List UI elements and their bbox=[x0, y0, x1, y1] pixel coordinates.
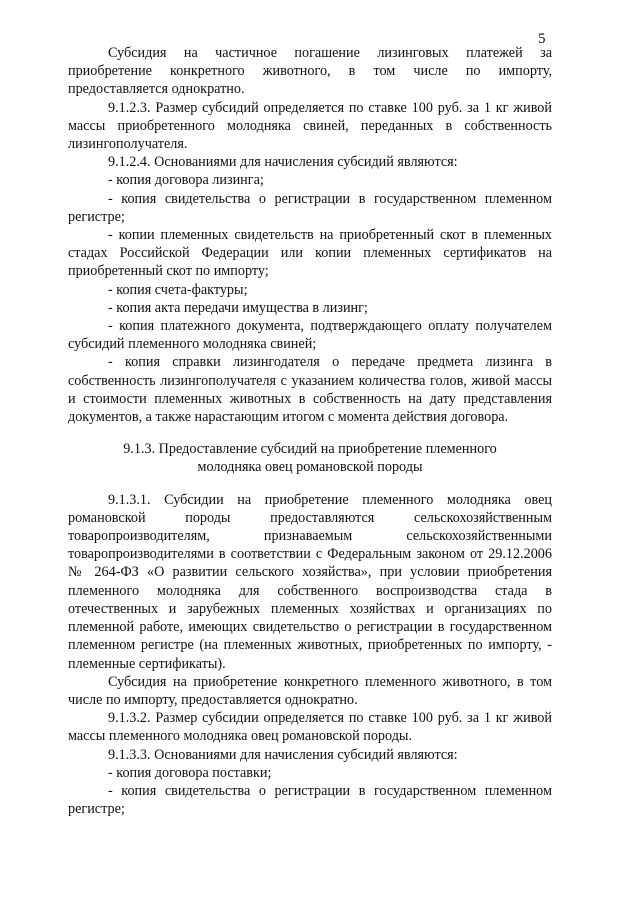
paragraph: 9.1.3.2. Размер субсидии определяется по ставке 100 руб. за 1 кг живой массы племенного молодняка овец романовской породы. bbox=[68, 710, 552, 745]
paragraph: 9.1.2.4. Основаниями для начисления субсидий являются: bbox=[108, 154, 458, 171]
paragraph: Субсидия на частичное погашение лизинговых платежей за приобретение конкретного животного, в том числе по импорту, предоставляется однократно. bbox=[68, 45, 552, 98]
list-item: - копии племенных свидетельств на приобретенный скот в племенных стадах Российской Федерации или копии племенных сертификатов на приобретенный скот по импорту; bbox=[68, 227, 552, 280]
list-item: - копия справки лизингодателя о передаче предмета лизинга в собственность лизингополучателя с указанием количества голов, живой массы и стоимости племенных животных в собственность на дату представления документов, а также нарастающим итогом с момента действия договора. bbox=[68, 354, 552, 426]
list-item: - копия договора поставки; bbox=[108, 764, 272, 781]
list-item: - копия договора лизинга; bbox=[108, 172, 264, 189]
paragraph: Субсидия на приобретение конкретного племенного животного, в том числе по импорту, предоставляется однократно. bbox=[68, 673, 552, 708]
list-item: - копия свидетельства о регистрации в государственном племенном регистре; bbox=[68, 782, 552, 818]
list-item: - копия акта передачи имущества в лизинг; bbox=[108, 299, 368, 316]
paragraph: 9.1.3.3. Основаниями для начисления субсидий являются: bbox=[108, 746, 458, 763]
paragraph: 9.1.3.1. Субсидии на приобретение племенного молодняка овец романовской породы предоставляются сельскохозяйственным товаропроизводителям, признаваемым сельскохозяйственными товаропроизводителями в соответствии с Федеральным законом от 29.12.2006 № 264-ФЗ «О развитии сельского хозяйства», при условии приобретения племенного молодняка для собственного воспроизводства стада в отечественных и зарубежных племенных хозяйствах и организациях по племенной работе, имеющих свидетельство о регистрации в государственном племенном регистре (на племенных животных, приобретенных по импорту, - племенные сертификаты). bbox=[68, 491, 552, 672]
list-item: - копия свидетельства о регистрации в государственном племенном регистре; bbox=[68, 190, 552, 225]
list-item: - копия счета-фактуры; bbox=[108, 281, 248, 298]
document-body bbox=[68, 44, 552, 818]
section-heading: 9.1.3. Предоставление субсидий на приобретение племенного молодняка овец романовской породы bbox=[123, 441, 497, 476]
paragraph: 9.1.2.3. Размер субсидий определяется по ставке 100 руб. за 1 кг живой массы приобретенного молодняка свиней, переданных в собственность лизингополучателя. bbox=[68, 99, 552, 153]
list-item: - копия платежного документа, подтверждающего оплату получателем субсидий племенного молодняка свиней; bbox=[68, 318, 552, 353]
page-number: 5 bbox=[538, 31, 546, 47]
